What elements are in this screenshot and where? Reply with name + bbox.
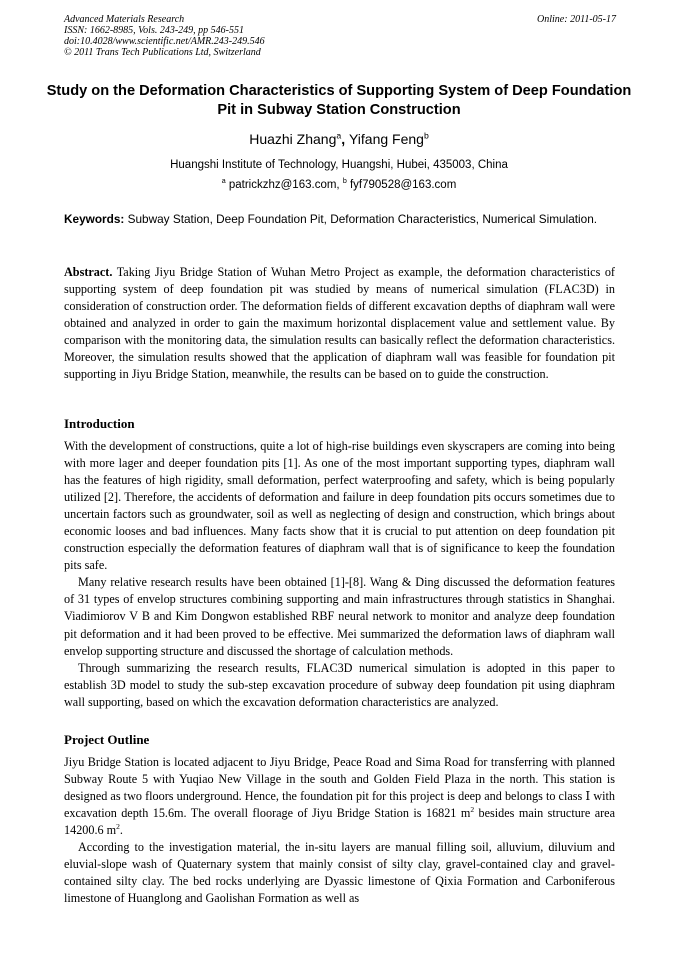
superscript: 2 (116, 822, 120, 832)
copyright-line: © 2011 Trans Tech Publications Ltd, Switzerland (64, 47, 261, 58)
author-name: Huazhi Zhang (249, 131, 337, 147)
paper-title: Study on the Deformation Characteristics of Supporting System of Deep Foundation Pit in Subway Station Construction (46, 83, 632, 118)
paragraph: Many relative research results have been obtained [1]-[8]. Wang & Ding discussed the deformation features of 31 types of envelop structures combining supporting and main infrastructures through statistics in Shanghai. Viadimiorov V B and Kim Dongwon established RBF neural network to monitor and analyze deep foundation pit deformation and it had been proved to be effective. Mei summarized the deformation laws of diaphram wall envelop supporting structure and discussed the shortage of calculation methods. (64, 575, 615, 658)
abstract (64, 264, 615, 383)
author-superscript: b (423, 130, 429, 141)
keywords-text: Subway Station, Deep Foundation Pit, Deformation Characteristics, Numerical Simulation. (124, 212, 598, 226)
paragraph: With the development of constructions, quite a lot of high-rise buildings even skyscrapers are coming into being with more lager and deeper foundation pits [1]. As one of the most important supporting types, diaphram wall has the features of high rigidity, small deformation, perfect waterproofing and safety, which is being popularly utilized [2]. Therefore, the accidents of deformation and failure in deep foundation pits occurs sometimes due to uncertain factors such as groundwater, soil as well as neglecting of design and construction, which brings about economic looses and bad influences. Many facts show that it is crucial to put attention on deep foundation pit construction especially the deformation features of diaphram wall that is of significance to keep the foundation pits safe. (64, 439, 615, 573)
issn-line: ISSN: 1662-8985, Vols. 243-249, pp 546-551 (64, 25, 244, 36)
author-name: Yifang Feng (348, 131, 424, 147)
text-run: besides main structure area 14200.6 m (64, 806, 615, 838)
author-superscript: a (336, 130, 342, 141)
email-superscript: b (342, 177, 347, 186)
text-run: . (119, 823, 123, 838)
section-heading-introduction: Introduction (64, 416, 135, 431)
superscript: 2 (470, 805, 475, 815)
paragraph: According to the investigation material, the in-situ layers are manual filling soil, alluvium, diluvium and eluvial-slope wash of Quaternary system that mainly consist of silty clay, gravel-contained clay and gravel-contained silty clay. The bed rocks underlying are Dyassic limestone of Qixia Formation and Carboniferous limestone of Huanglong and Gaolishan Formation as well as (64, 840, 615, 906)
email-superscript: a (221, 177, 226, 186)
online-date: Online: 2011-05-17 (537, 14, 616, 25)
text-run: Jiyu Bridge Station is located adjacent to Jiyu Bridge, Peace Road and Sima Road for transferring with planned Subway Route 5 with Yuqiao New Village in the south and Golden Field Plaza in the north. This station is designed as two floors underground. Hence, the foundation pit for this project is deep and belongs to class Ⅰ with excavation depth 15.6m. The overall floorage of Jiyu Bridge Station is 16821 m (64, 755, 615, 821)
paragraph (64, 754, 615, 839)
project-outline-body (64, 754, 615, 907)
email-address: patrickzhz@163.com, (225, 179, 343, 191)
abstract-text: Taking Jiyu Bridge Station of Wuhan Metro Project as example, the deformation characteristics of supporting system of deep foundation pit was studied by means of numerical simulation (FLAC3D) in consideration of construction order. The deformation fields of different excavation depths of diaphram wall were obtained and analyzed in order to gain the maximum horizontal displacement value and settlement value. By comparison with the monitoring data, the simulation results can basically reflect the deformation characteristics. Moreover, the simulation results showed that the application of diaphram wall was feasible for foundation pit supporting in Jiyu Bridge Station, meanwhile, the results can be based on to guide the construction. (64, 265, 615, 382)
affiliation: Huangshi Institute of Technology, Huangshi, Hubei, 435003, China (170, 159, 508, 171)
email-line (0, 179, 678, 191)
paragraph: Through summarizing the research results, FLAC3D numerical simulation is adopted in this paper to establish 3D model to study the sub-step excavation procedure of subway deep foundation pit using diaphram wall supporting, based on which the excavation deformation characteristics are analyzed. (64, 660, 615, 709)
section-heading-project-outline: Project Outline (64, 732, 150, 747)
abstract-label: Abstract. (64, 265, 113, 279)
keywords-label: Keywords: (64, 212, 125, 226)
introduction-body (64, 438, 615, 711)
doi-line: doi:10.4028/www.scientific.net/AMR.243-249.546 (64, 36, 265, 47)
email-address: fyf790528@163.com (346, 179, 457, 191)
journal-name: Advanced Materials Research (64, 14, 185, 25)
author-line (0, 131, 678, 147)
journal-header (64, 14, 616, 58)
author-separator: , (341, 131, 349, 147)
keywords (64, 211, 615, 227)
